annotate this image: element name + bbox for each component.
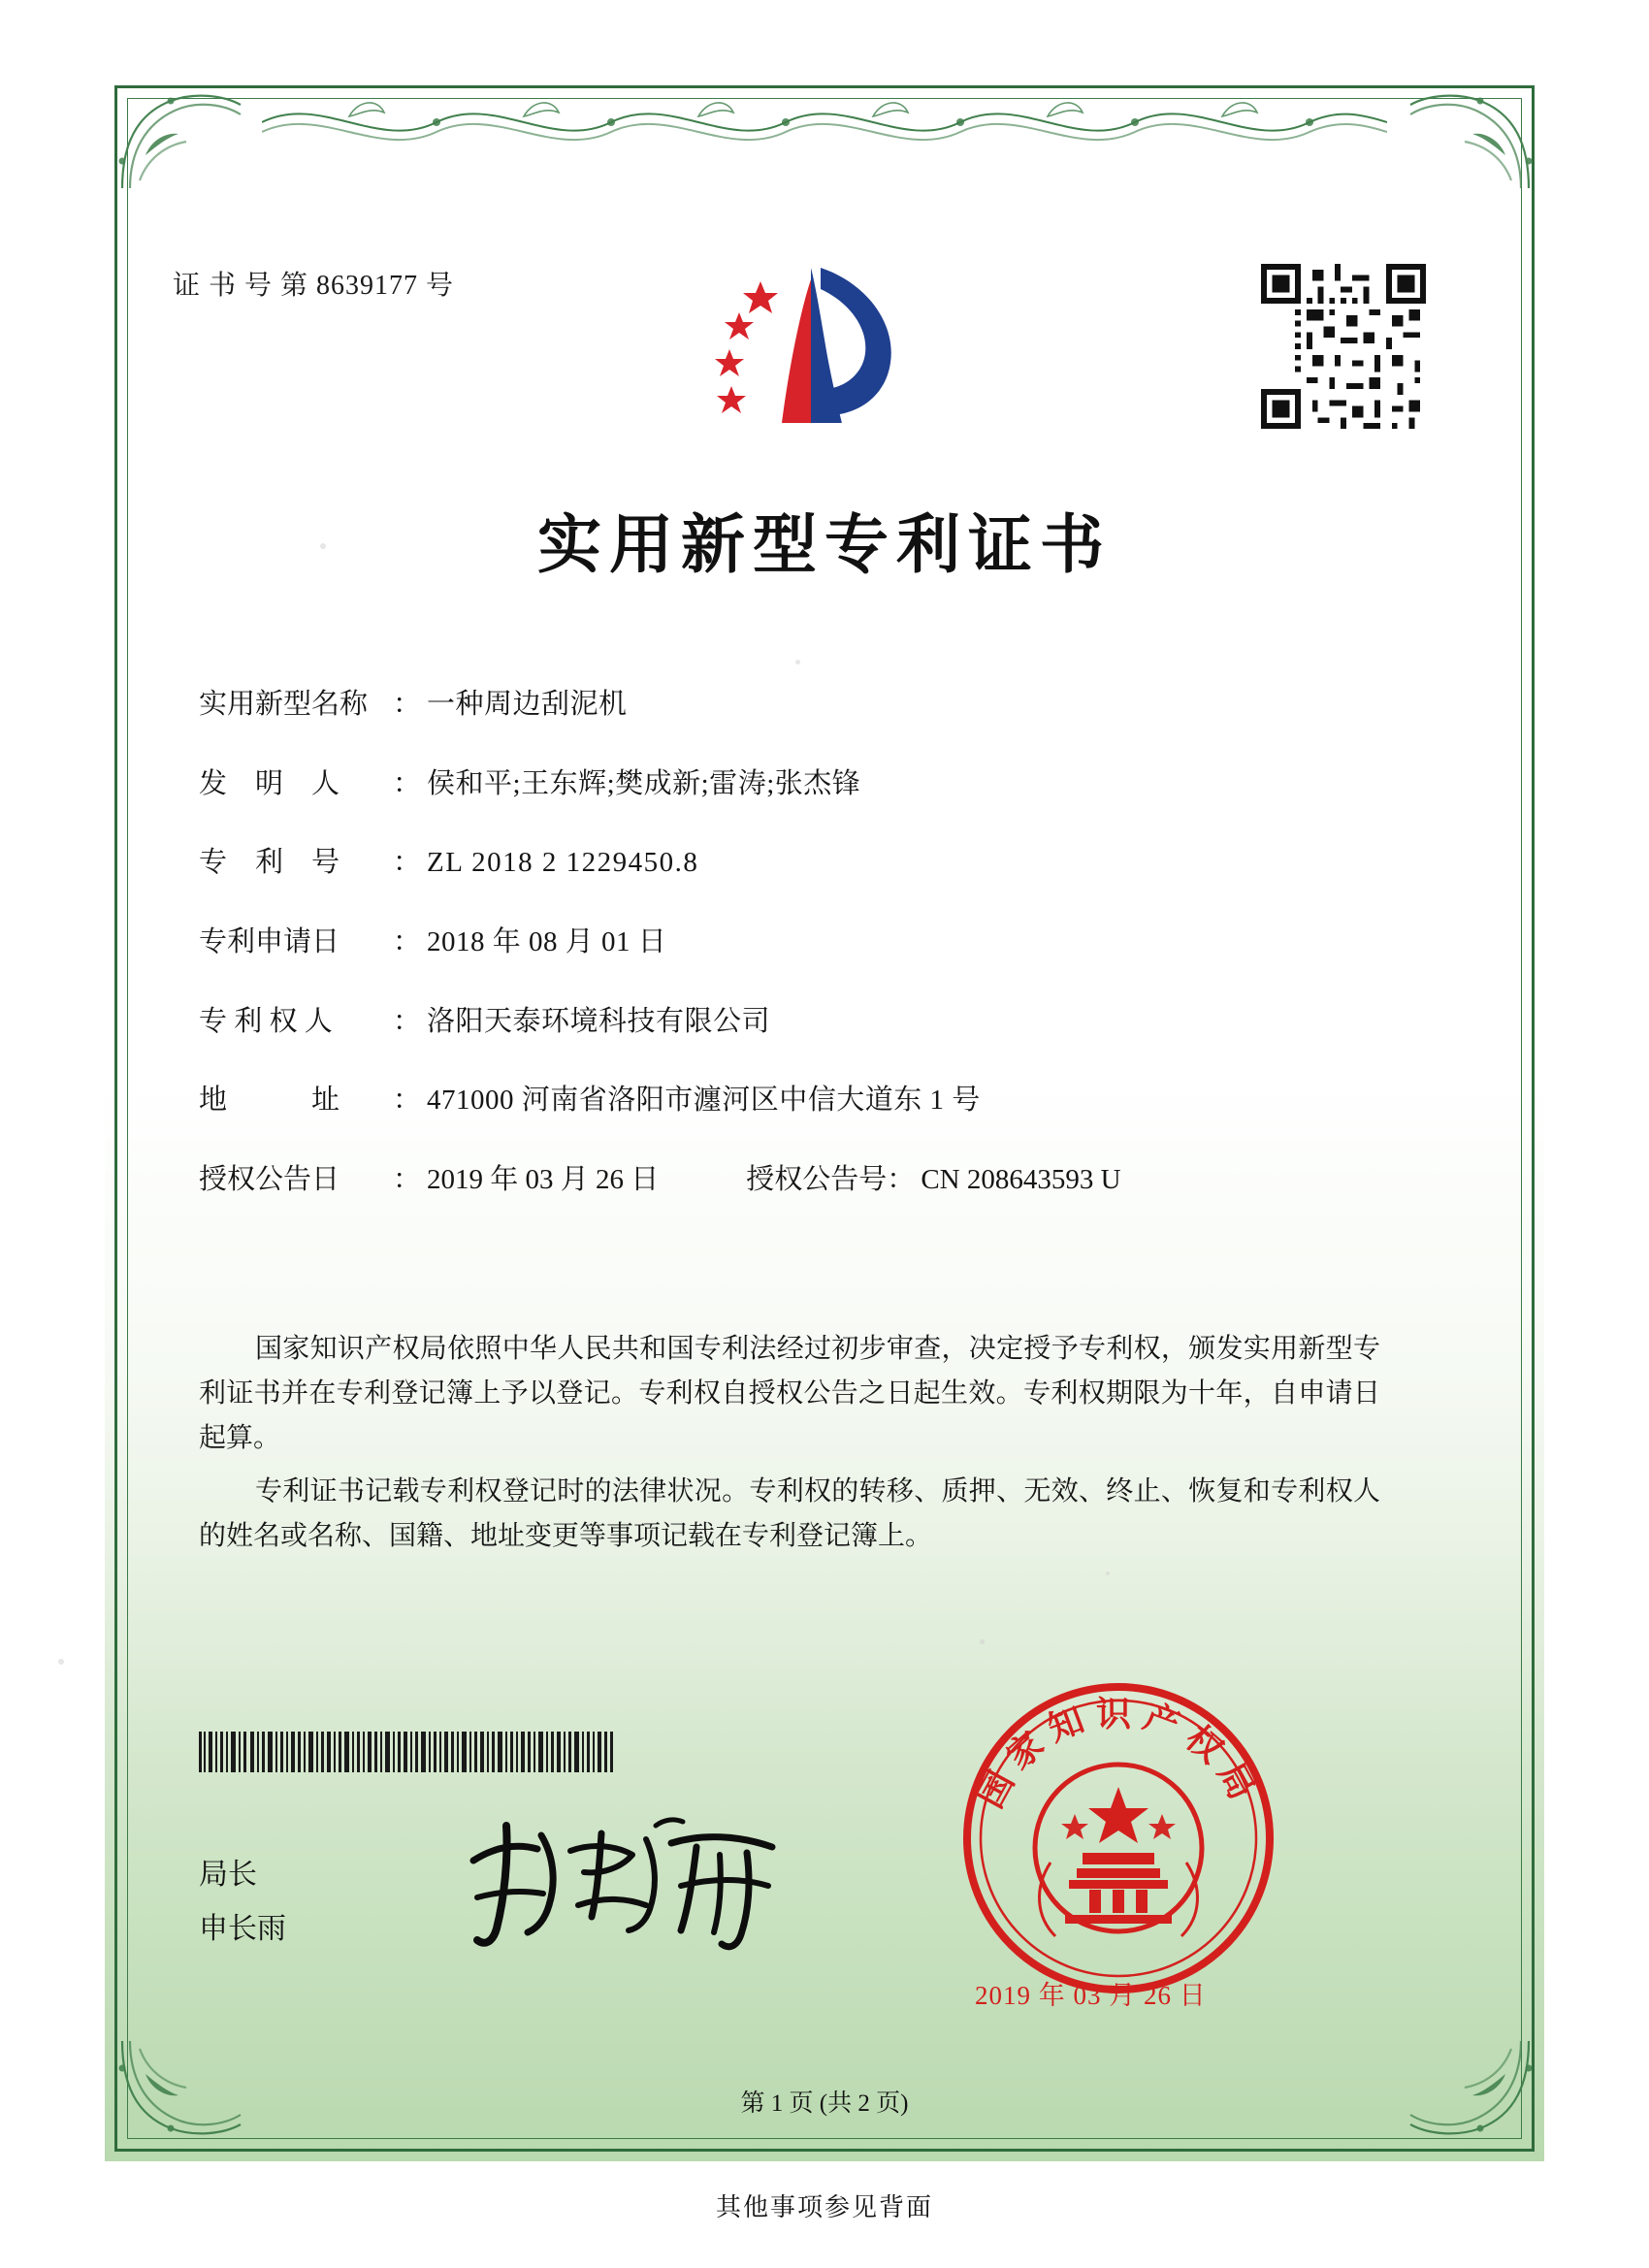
- field-label: 专 利 权 人: [199, 1005, 333, 1037]
- certificate-number: 证 书 号 第 8639177 号: [173, 271, 455, 301]
- signature-icon: [456, 1804, 805, 1960]
- back-side-note: 其他事项参见背面: [715, 2193, 933, 2221]
- field-label: 专利申请日: [199, 926, 340, 958]
- director-title-label: 局长: [199, 1859, 257, 1891]
- fields-block: [199, 687, 1382, 1242]
- field-label-grant-date: 授权公告日: [199, 1164, 340, 1196]
- field-row-utility-model-name: [199, 687, 1382, 724]
- cnipa-logo-icon: [696, 260, 939, 444]
- svg-text:国家知识产权局: 国家知识产权局: [969, 1694, 1268, 1815]
- field-colon: ：: [393, 847, 422, 879]
- field-label: 发 明 人: [199, 767, 340, 799]
- field-colon: ：: [393, 1085, 422, 1117]
- director-name: 申长雨: [199, 1912, 286, 1945]
- seal-date: 2019 年 03 月 26 日: [975, 1981, 1207, 2010]
- field-value-grant-number: CN 208643593 U: [921, 1164, 1121, 1196]
- field-colon: ：: [393, 689, 422, 720]
- field-row-inventors: [199, 766, 1382, 803]
- page-title: 实用新型专利证书: [537, 506, 1112, 582]
- field-value: 一种周边刮泥机: [427, 689, 628, 720]
- field-colon: ：: [887, 1164, 916, 1196]
- field-value: 471000 河南省洛阳市瀍河区中信大道东 1 号: [427, 1085, 981, 1117]
- director-block: [199, 1848, 286, 1956]
- legal-text-block: [199, 1327, 1380, 1567]
- field-label: 地 址: [199, 1085, 340, 1117]
- field-value: 洛阳天泰环境科技有限公司: [427, 1005, 771, 1037]
- field-row-address: [199, 1083, 1382, 1119]
- field-row-patent-number: [199, 845, 1382, 882]
- field-row-grant-announcement: [199, 1162, 1382, 1199]
- field-colon: ：: [393, 1005, 422, 1037]
- field-value: ZL 2018 2 1229450.8: [427, 847, 699, 879]
- barcode-icon: [199, 1732, 616, 1772]
- paper-speck: [58, 1659, 64, 1665]
- field-colon: ：: [393, 1164, 422, 1196]
- page-number: 第 1 页 (共 2 页): [740, 2090, 909, 2117]
- legal-paragraph: 专利证书记载专利权登记时的法律状况。专利权的转移、质押、无效、终止、恢复和专利权人的姓名或名称、国籍、地址变更等事项记载在专利登记簿上。: [199, 1475, 1380, 1551]
- qr-code-icon: [1261, 264, 1426, 429]
- field-label: 专 利 号: [199, 847, 340, 879]
- field-colon: ：: [393, 926, 422, 958]
- field-colon: ：: [393, 767, 422, 799]
- corner-flourish-icon: [1389, 87, 1535, 194]
- field-row-application-date: [199, 924, 1382, 961]
- ornamental-band-icon: [262, 87, 1387, 157]
- corner-flourish-icon: [116, 87, 262, 194]
- field-label-grant-number: 授权公告号: [746, 1164, 888, 1196]
- field-label: 实用新型名称: [199, 689, 369, 720]
- field-value: 侯和平;王东辉;樊成新;雷涛;张杰锋: [427, 767, 861, 799]
- official-seal-icon: [958, 1678, 1278, 1998]
- field-row-patentee: [199, 1004, 1382, 1041]
- field-value: 2018 年 08 月 01 日: [427, 926, 667, 958]
- legal-paragraph: 国家知识产权局依照中华人民共和国专利法经过初步审查，决定授予专利权，颁发实用新型专利证书并在专利登记簿上予以登记。专利权自授权公告之日起生效。专利权期限为十年，自申请日起算。: [199, 1334, 1380, 1454]
- field-value-grant-date: 2019 年 03 月 26 日: [427, 1164, 660, 1196]
